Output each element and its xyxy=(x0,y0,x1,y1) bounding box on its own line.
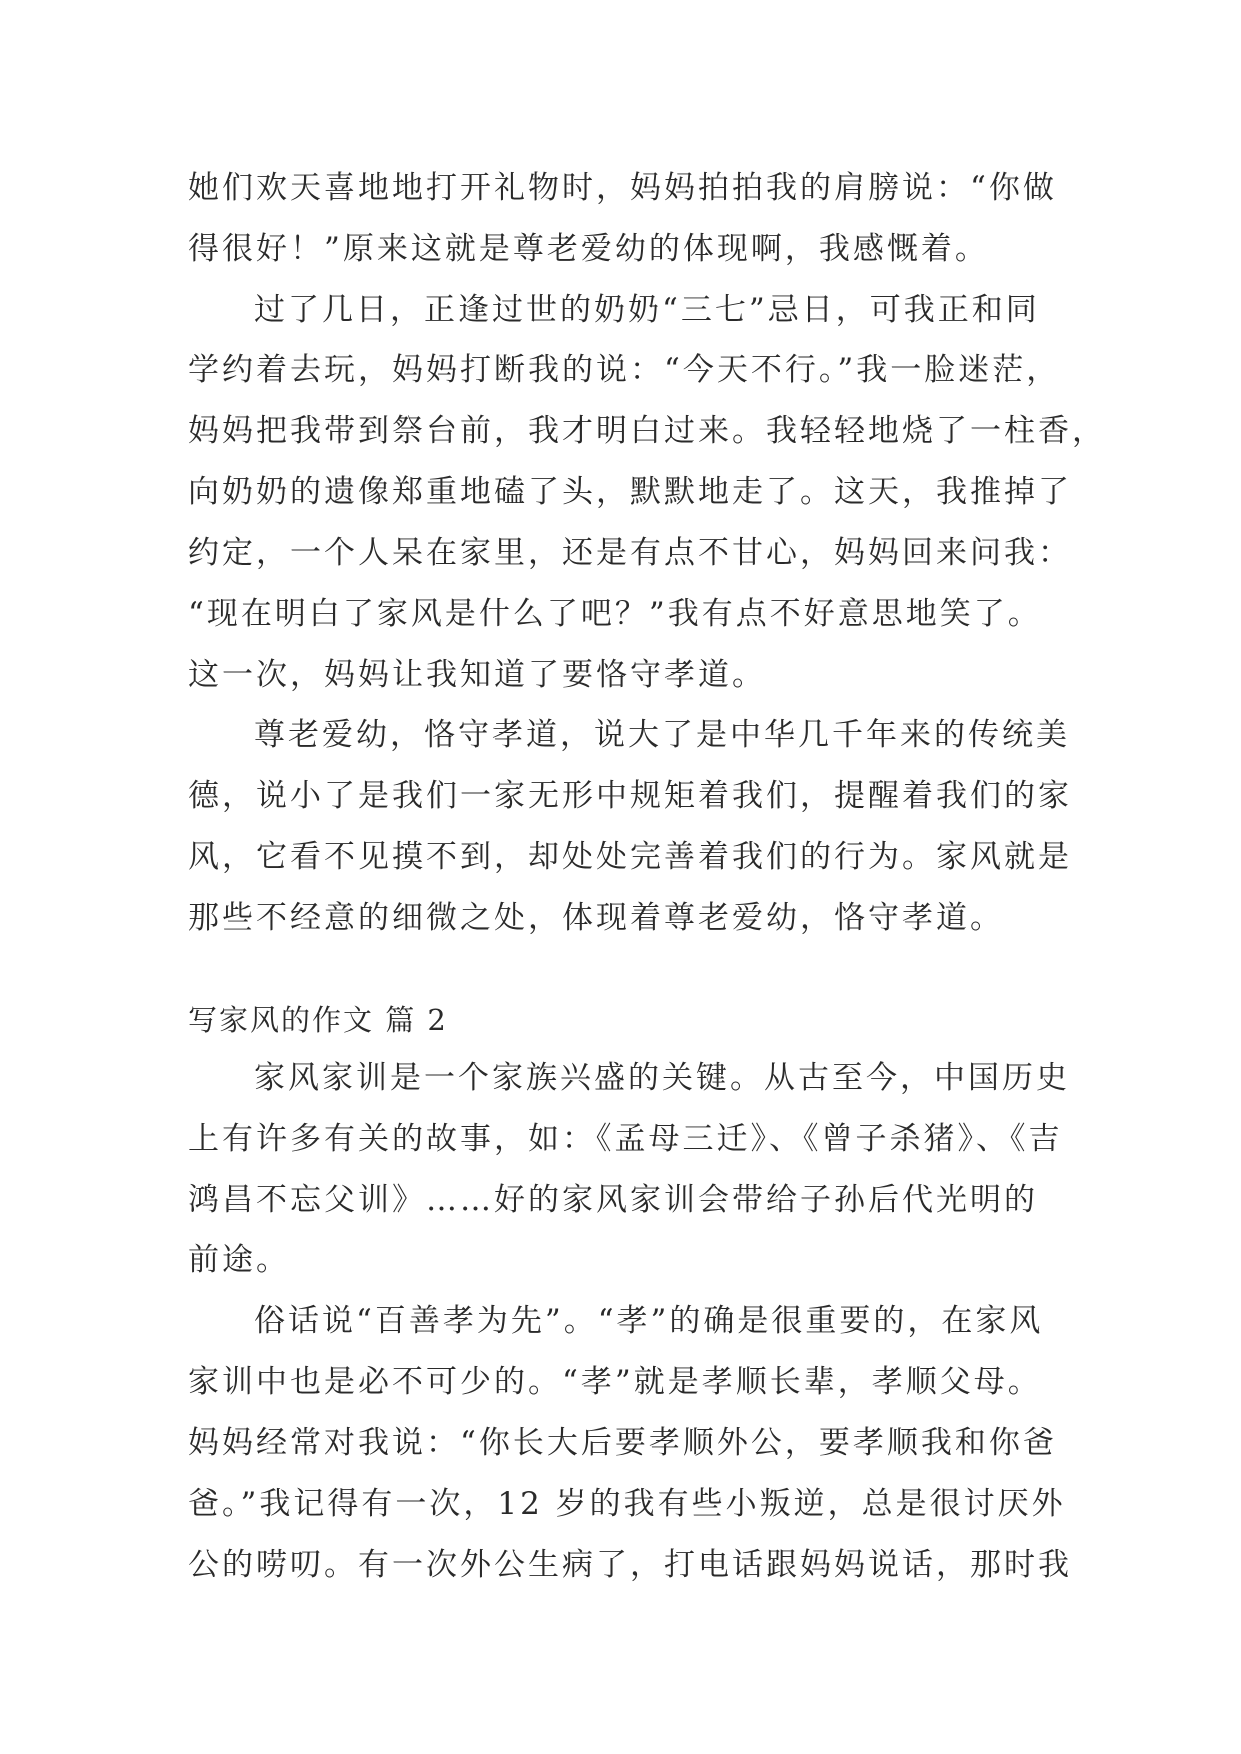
paragraph-line: 爸。”我记得有一次，12 岁的我有些小叛逆，总是很讨厌外 xyxy=(188,1486,1066,1522)
paragraph-line: 德，说小了是我们一家无形中规矩着我们，提醒着我们的家 xyxy=(188,778,1072,814)
paragraph-line: 上有许多有关的故事，如：《孟母三迁》、《曾子杀猪》、《吉 xyxy=(188,1121,1063,1157)
paragraph-line: 公的唠叨。有一次外公生病了，打电话跟妈妈说话，那时我 xyxy=(188,1547,1072,1583)
section-heading: 写家风的作文 篇 2 xyxy=(188,1003,448,1037)
paragraph-line: 前途。 xyxy=(188,1242,290,1278)
paragraph-line: 她们欢天喜地地打开礼物时，妈妈拍拍我的肩膀说：“你做 xyxy=(188,170,1057,206)
paragraph-first-line: 尊老爱幼，恪守孝道，说大了是中华几千年来的传统美 xyxy=(254,717,1070,753)
paragraph-line: 这一次，妈妈让我知道了要恪守孝道。 xyxy=(188,657,766,693)
paragraph-first-line: 俗话说“百善孝为先”。“孝”的确是很重要的，在家风 xyxy=(254,1303,1044,1339)
paragraph-line: 风，它看不见摸不到，却处处完善着我们的行为。家风就是 xyxy=(188,839,1072,875)
paragraph-line: 鸿昌不忘父训》……好的家风家训会带给子孙后代光明的 xyxy=(188,1182,1038,1218)
paragraph-line: 向奶奶的遗像郑重地磕了头，默默地走了。这天，我推掉了 xyxy=(188,474,1072,510)
paragraph-line: 约定，一个人呆在家里，还是有点不甘心，妈妈回来问我： xyxy=(188,535,1072,571)
paragraph-line: 妈妈经常对我说：“你长大后要孝顺外公，要孝顺我和你爸 xyxy=(188,1425,1057,1461)
paragraph-line: 得很好！”原来这就是尊老爱幼的体现啊，我感慨着。 xyxy=(188,231,989,267)
paragraph-line: 家训中也是必不可少的。“孝”就是孝顺长辈，孝顺父母。 xyxy=(188,1364,1042,1400)
paragraph-line: 那些不经意的细微之处，体现着尊老爱幼，恪守孝道。 xyxy=(188,900,1004,936)
paragraph-first-line: 家风家训是一个家族兴盛的关键。从古至今，中国历史 xyxy=(254,1060,1070,1096)
paragraph-first-line: 过了几日，正逢过世的奶奶“三七”忌日，可我正和同 xyxy=(254,292,1040,328)
paragraph-line: 妈妈把我带到祭台前，我才明白过来。我轻轻地烧了一柱香， xyxy=(188,413,1106,449)
paragraph-line: 学约着去玩，妈妈打断我的说：“今天不行。”我一脸迷茫， xyxy=(188,352,1061,388)
paragraph-line: “现在明白了家风是什么了吧？”我有点不好意思地笑了。 xyxy=(188,596,1042,632)
